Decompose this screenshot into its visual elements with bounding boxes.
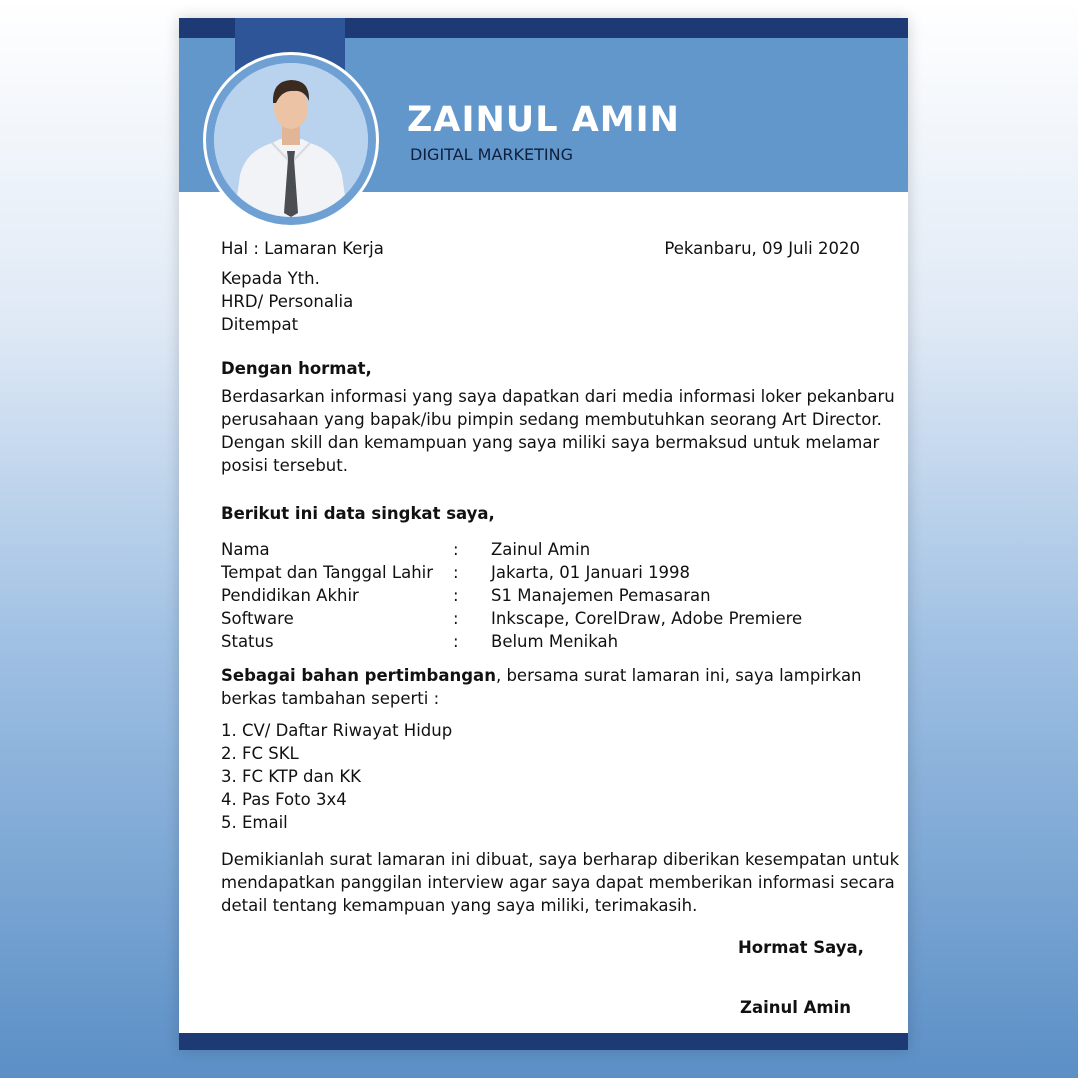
greeting: Dengan hormat, bbox=[221, 359, 372, 378]
list-item: 2. FC SKL bbox=[221, 744, 299, 763]
paragraph-line: Dengan skill dan kemampuan yang saya miliki saya bermaksud untuk melamar bbox=[221, 433, 880, 452]
letter-page bbox=[179, 18, 908, 1050]
data-label: Nama bbox=[221, 540, 270, 559]
paragraph-line: perusahaan yang bapak/ibu pimpin sedang membutuhkan seorang Art Director. bbox=[221, 410, 882, 429]
recipient-line: Ditempat bbox=[221, 315, 299, 334]
paragraph-line: Demikianlah surat lamaran ini dibuat, saya berharap diberikan kesempatan untuk bbox=[221, 850, 900, 869]
data-label: Software bbox=[221, 609, 294, 628]
applicant-name-heading: ZAINUL AMIN bbox=[407, 100, 680, 140]
signature-name: Zainul Amin bbox=[740, 998, 852, 1017]
data-separator: : bbox=[453, 586, 459, 605]
data-separator: : bbox=[453, 609, 459, 628]
data-heading: Berikut ini data singkat saya, bbox=[221, 504, 495, 523]
data-separator: : bbox=[453, 632, 459, 651]
data-separator: : bbox=[453, 540, 459, 559]
job-title: DIGITAL MARKETING bbox=[410, 145, 573, 164]
profile-photo-frame bbox=[203, 52, 379, 228]
data-value: Belum Menikah bbox=[491, 632, 619, 651]
profile-photo bbox=[214, 63, 368, 217]
data-label: Status bbox=[221, 632, 274, 651]
paragraph-line: mendapatkan panggilan interview agar saya dapat memberikan informasi secara bbox=[221, 873, 895, 892]
person-photo-icon bbox=[214, 63, 368, 217]
closing-paragraph bbox=[221, 848, 899, 917]
list-item: 3. FC KTP dan KK bbox=[221, 767, 361, 786]
bottom-strip bbox=[179, 1033, 908, 1050]
list-item: 5. Email bbox=[221, 813, 288, 832]
consideration-paragraph bbox=[221, 664, 862, 710]
data-value: Inkscape, CorelDraw, Adobe Premiere bbox=[491, 609, 803, 628]
list-item: 4. Pas Foto 3x4 bbox=[221, 790, 347, 809]
recipient-block bbox=[221, 267, 353, 336]
recipient-line: HRD/ Personalia bbox=[221, 292, 354, 311]
attachment-list bbox=[221, 719, 452, 834]
place-date: Pekanbaru, 09 Juli 2020 bbox=[664, 239, 860, 258]
data-label: Tempat dan Tanggal Lahir bbox=[221, 563, 434, 582]
subject-line: Hal : Lamaran Kerja bbox=[221, 239, 384, 258]
data-label: Pendidikan Akhir bbox=[221, 586, 359, 605]
intro-paragraph bbox=[221, 385, 895, 477]
paragraph-line: Berdasarkan informasi yang saya dapatkan dari media informasi loker pekanbaru bbox=[221, 387, 895, 406]
data-separator: : bbox=[453, 563, 459, 582]
paragraph-line: posisi tersebut. bbox=[221, 456, 348, 475]
consideration-text: , bersama surat lamaran ini, saya lampirkan bbox=[495, 666, 862, 685]
paragraph-line bbox=[221, 664, 862, 687]
list-item: 1. CV/ Daftar Riwayat Hidup bbox=[221, 721, 453, 740]
data-value: Zainul Amin bbox=[491, 540, 591, 559]
recipient-line: Kepada Yth. bbox=[221, 269, 320, 288]
paragraph-line: detail tentang kemampuan yang saya miliki, terimakasih. bbox=[221, 896, 698, 915]
regards: Hormat Saya, bbox=[738, 938, 864, 957]
data-value: S1 Manajemen Pemasaran bbox=[491, 586, 711, 605]
consideration-bold: Sebagai bahan pertimbangan bbox=[221, 666, 496, 685]
data-value: Jakarta, 01 Januari 1998 bbox=[491, 563, 691, 582]
paragraph-line: berkas tambahan seperti : bbox=[221, 689, 440, 708]
